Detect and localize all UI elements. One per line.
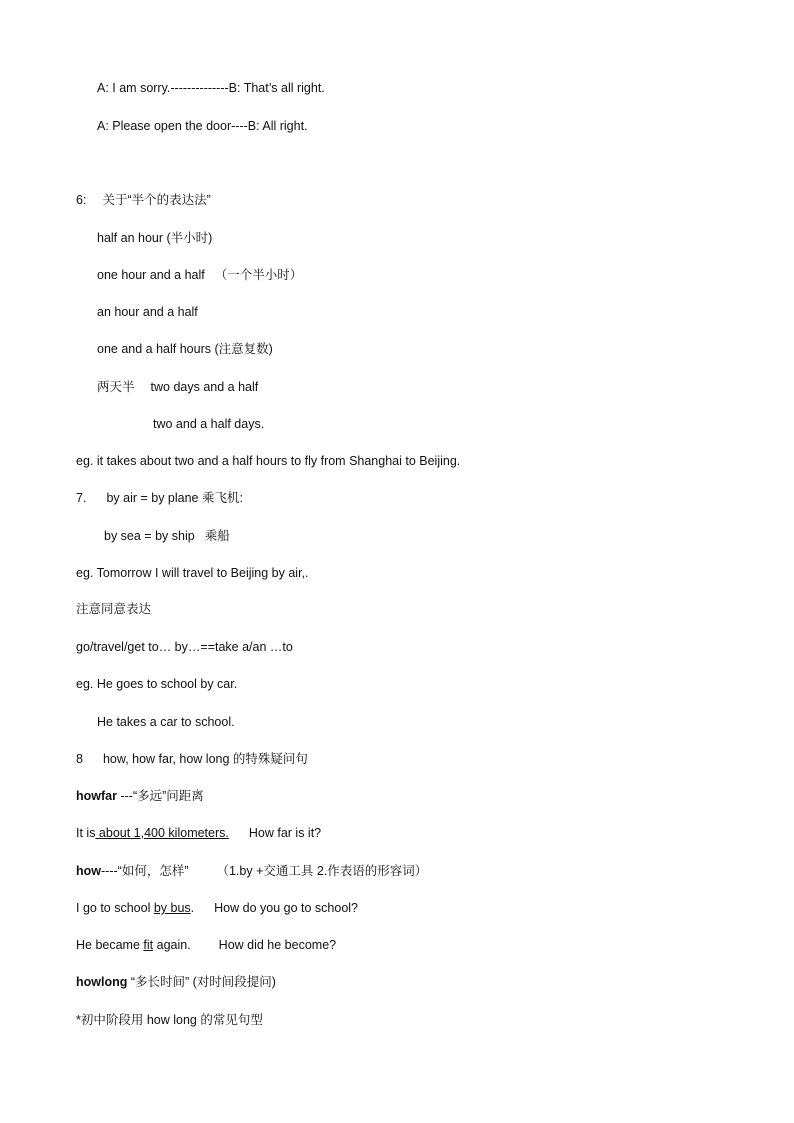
example-question: How did he become? [218,938,337,952]
note-synonym-expression: 注意同意表达 [76,602,152,616]
keyword-how-long: howlong [76,975,128,989]
phrase-by-sea-chinese: 乘船 [204,529,230,543]
keyword-how: how [76,864,101,878]
how-definition [76,863,427,879]
how-far-definition [76,788,204,804]
section-6-title: 关于“半个的表达法” [102,193,211,207]
phrase-by-sea [104,528,230,544]
phrase-an-hour-and-a-half: an hour and a half [97,305,198,319]
phrase-half-an-hour: half an hour (半小时) [97,231,213,245]
section-8-heading [76,751,308,767]
how-far-example [76,825,321,841]
example-question: How far is it? [248,826,322,840]
example-statement: I go to school [76,901,154,915]
phrase-translation: （一个半小时） [214,268,303,282]
example-goes-by-car: eg. He goes to school by car. [76,677,238,691]
phrase-by-sea-english: by sea = by ship [104,529,195,543]
underlined-distance: about 1,400 kilometers. [95,826,229,840]
how-meaning: ----“如何，怎样” [101,864,189,878]
phrase-two-days-and-a-half: two days and a half [150,380,259,394]
phrase-one-hour-and-a-half [97,267,302,283]
keyword-how-far: howfar [76,789,117,803]
example-period: . [190,901,195,915]
section-6-number: 6: [76,193,87,207]
section-7-title: by air = by plane 乘飞机: [106,491,243,505]
section-7-number: 7. [76,491,87,505]
example-statement: He became [76,938,144,952]
phrase-english: one hour and a half [97,268,205,282]
how-usage-note: （1.by +交通工具 2.作表语的形容词） [216,864,428,878]
phrase-two-and-a-half-days-row1 [97,379,258,395]
dialogue-line-door: A: Please open the door----B: All right. [97,119,308,133]
example-statement: It is [76,826,96,840]
how-long-definition [76,974,276,990]
dialogue-line-sorry: A: I am sorry.--------------B: That’s all right. [97,81,325,95]
section-6-heading [76,192,211,208]
how-far-meaning: ---“多远”问距离 [116,789,204,803]
phrase-chinese-label: 两天半 [97,380,135,394]
pattern-go-by-take: go/travel/get to… by…==take a/an …to [76,640,293,654]
how-long-patterns-heading: *初中阶段用 how long 的常见句型 [76,1013,263,1027]
phrase-two-and-a-half-days: two and a half days. [153,417,265,431]
section-7-heading [76,490,243,506]
section-8-title: how, how far, how long 的特殊疑问句 [102,752,308,766]
phrase-one-and-a-half-hours: one and a half hours (注意复数) [97,342,273,356]
example-travel-by-air: eg. Tomorrow I will travel to Beijing by air,. [76,566,309,580]
how-example-bus [76,900,358,916]
example-rest: again. [153,938,191,952]
example-question: How do you go to school? [214,901,358,915]
how-long-meaning: “多长时间” (对时间段提问) [127,975,276,989]
underlined-by-bus: by bus [153,901,191,915]
example-shanghai-beijing: eg. it takes about two and a half hours to fly from Shanghai to Beijing. [76,454,461,468]
how-example-fit [76,937,336,953]
underlined-fit: fit [143,938,154,952]
example-takes-a-car: He takes a car to school. [97,715,235,729]
section-8-number: 8 [76,752,83,766]
